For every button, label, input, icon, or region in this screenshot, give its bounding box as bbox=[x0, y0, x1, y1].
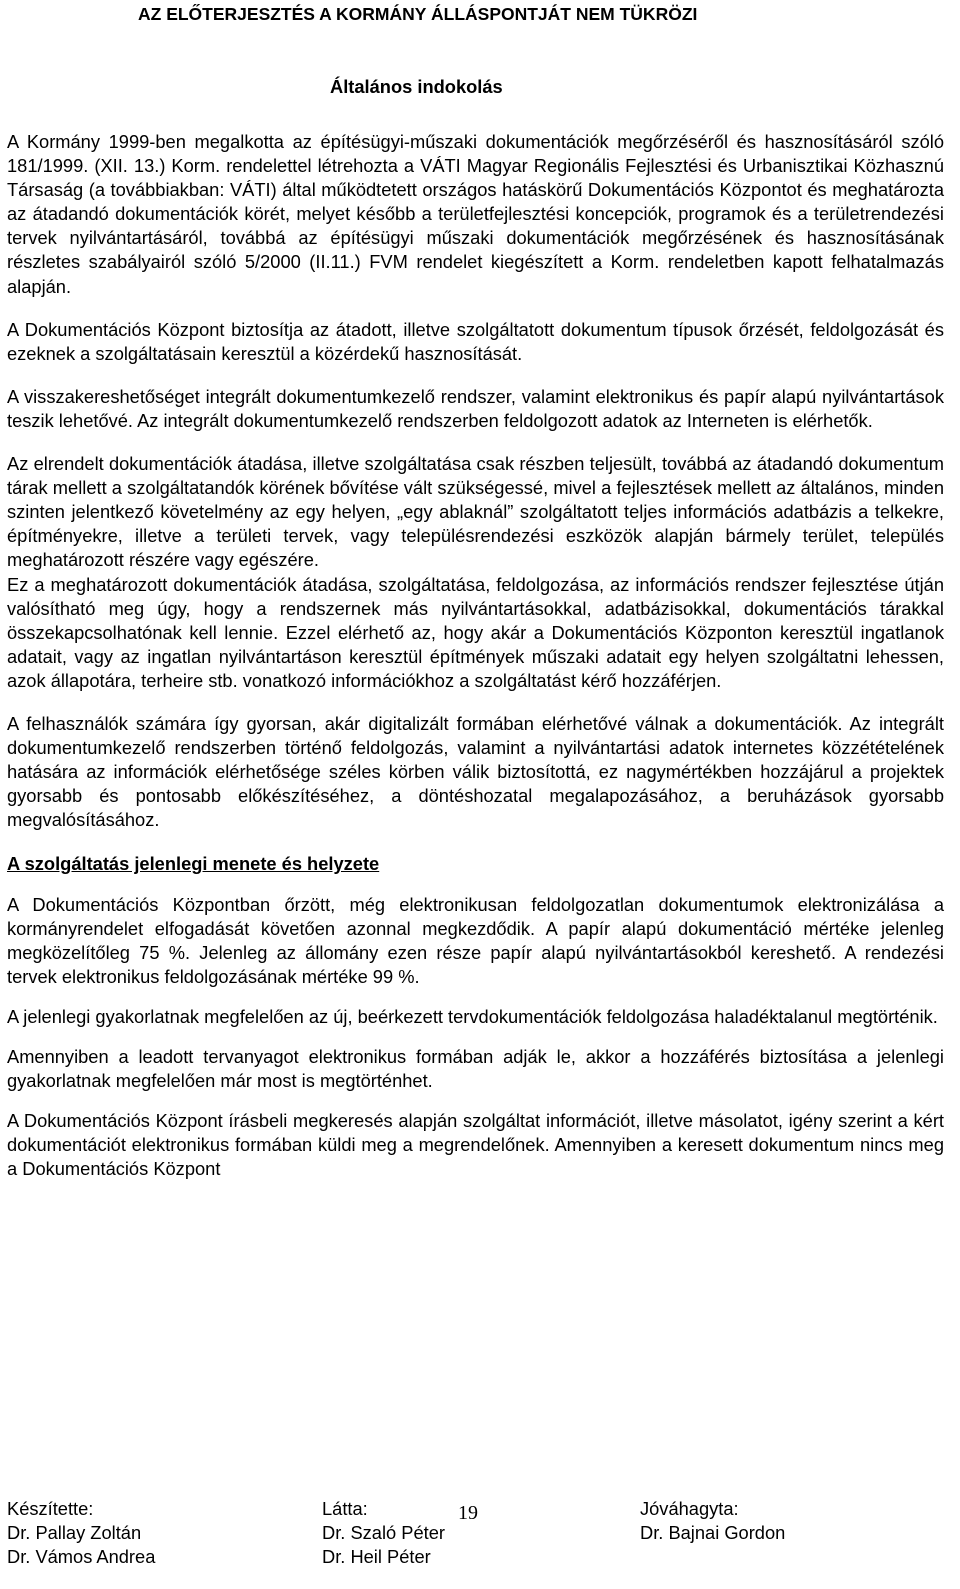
document-body bbox=[7, 130, 944, 1181]
paragraph-4: Az elrendelt dokumentációk átadása, illetve szolgáltatása csak részben teljesült, továbbá az átadandó dokumentum tárak mellett a szolgáltatandók körének bővítése vált szükségessé, mivel a fejlesztések mellett az általános, minden szinten jelentkező követelmény az egy helyen, „egy ablaknál” szolgáltatott teljes információs adatbázis a telkekre, építményekre, illetve a területi tervek, vagy településrendezési eszközök alapján bármely terület, település meghatározott részére vagy egészére. bbox=[7, 453, 944, 571]
seen-by-name-2: Dr. Heil Péter bbox=[322, 1546, 431, 1567]
seen-by-name-1: Dr. Szaló Péter bbox=[322, 1522, 445, 1543]
section-paragraph-2: A jelenlegi gyakorlatnak megfelelően az új, beérkezett tervdokumentációk feldolgozása haladéktalanul megtörténik. bbox=[7, 1005, 938, 1027]
paragraph-2: A Dokumentációs Központ biztosítja az átadott, illetve szolgáltatott dokumentum típusok őrzését, feldolgozását és ezeknek a szolgáltatásain keresztül a közérdekű hasznosítását. bbox=[7, 318, 944, 364]
approved-by-label: Jóváhagyta: bbox=[640, 1498, 739, 1519]
paragraph-3: A visszakereshetőséget integrált dokumentumkezelő rendszer, valamint elektronikus és papír alapú nyilvántartások teszik lehetővé. Az integrált dokumentumkezelő rendszerben feldolgozott adatok az Interneten is elérhetők. bbox=[7, 385, 944, 431]
section-paragraph-4: A Dokumentációs Központ írásbeli megkeresés alapján szolgáltat információt, illetve másolatot, igény szerint a kért dokumentációt elektronikus formában küldi meg a megrendelőnek. Amennyiben a keresett dokumentum nincs meg a Dokumentációs Központ bbox=[7, 1110, 944, 1180]
document-title: Általános indokolás bbox=[330, 76, 503, 97]
section-paragraph-3: Amennyiben a leadott tervanyagot elektronikus formában adják le, akkor a hozzáférés biztosítása a jelenlegi gyakorlatnak megfelelően már most is megtörténhet. bbox=[7, 1046, 944, 1092]
prepared-by-name-2: Dr. Vámos Andrea bbox=[7, 1546, 156, 1567]
signature-footer bbox=[7, 1497, 944, 1589]
section-paragraph-1: A Dokumentációs Központban őrzött, még elektronikusan feldolgozatlan dokumentumok elektronizálása a kormányrendelet elfogadását követően azonnal megkezdődik. A papír alapú dokumentáció mértéke jelenleg megközelítőleg 75 %. Jelenleg az állomány ezen része papír alapú nyilvántartásokból kereshető. A rendezési tervek elektronikus feldolgozásának mértéke 99 %. bbox=[7, 893, 944, 987]
paragraph-6: A felhasználók számára így gyorsan, akár digitalizált formában elérhetővé válnak a dokumentációk. Az integrált dokumentumkezelő rendszerben történő feldolgozás, valamint a nyilvántartási adatok internetes közzétételének hatására az információk elérhetősége széles körben válik biztosítottá, ez nagymértékben hozzájárul a projektek gyorsabb és pontosabb előkészítéséhez, a döntéshozatal megalapozásához, a beruházások gyorsabb megvalósításához. bbox=[7, 712, 944, 831]
prepared-by-column bbox=[7, 1497, 155, 1569]
page-number: 19 bbox=[458, 1502, 478, 1524]
seen-by-label: Látta: bbox=[322, 1498, 368, 1519]
section-heading: A szolgáltatás jelenlegi menete és helyzete bbox=[7, 853, 380, 875]
paragraph-1: A Kormány 1999-ben megalkotta az építésügyi-műszaki dokumentációk megőrzéséről és hasznosításáról szóló 181/1999. (XII. 13.) Korm. rendelettel létrehozta a VÁTI Magyar Regionális Fejlesztési és Urbanisztikai Közhasznú Társaság (a továbbiakban: VÁTI) által működtetett országos hatáskörű Dokumentációs Központot és meghatározta az átadandó dokumentációk körét, melyet később a területfejlesztési koncepciók, programok és a területrendezési tervek nyilvántartásáról, továbbá az építésügyi műszaki dokumentációk megőrzésének és hasznosításának részletes szabályairól szóló 5/2000 (II.11.) FVM rendelet kiegészített a Korm. rendeletben kapott felhatalmazás alapján. bbox=[7, 131, 944, 297]
approved-by-column bbox=[640, 1497, 785, 1545]
document-notice: AZ ELŐTERJESZTÉS A KORMÁNY ÁLLÁSPONTJÁT NEM TÜKRÖZI bbox=[138, 4, 698, 24]
seen-by-column bbox=[322, 1497, 445, 1569]
prepared-by-label: Készítette: bbox=[7, 1498, 94, 1519]
approved-by-name-1: Dr. Bajnai Gordon bbox=[640, 1522, 786, 1543]
paragraph-5: Ez a meghatározott dokumentációk átadása, szolgáltatása, feldolgozása, az információs rendszer fejlesztése útján valósítható meg úgy, hogy a rendszernek más nyilvántartásokkal, adatbázisokkal, dokumentációs tárakkal összekapcsolhatónak kell lennie. Ezzel elérhető az, hogy akár a Dokumentációs Központon keresztül ingatlanok adatait, vagy az ingatlan nyilvántartáson keresztül építmények műszaki adatait egy helyen szolgáltatni lehessen, azok állapotára, terheire stb. vonatkozó információkhoz a szolgáltatást kérő hozzáférjen. bbox=[7, 573, 944, 691]
prepared-by-name-1: Dr. Pallay Zoltán bbox=[7, 1522, 142, 1543]
